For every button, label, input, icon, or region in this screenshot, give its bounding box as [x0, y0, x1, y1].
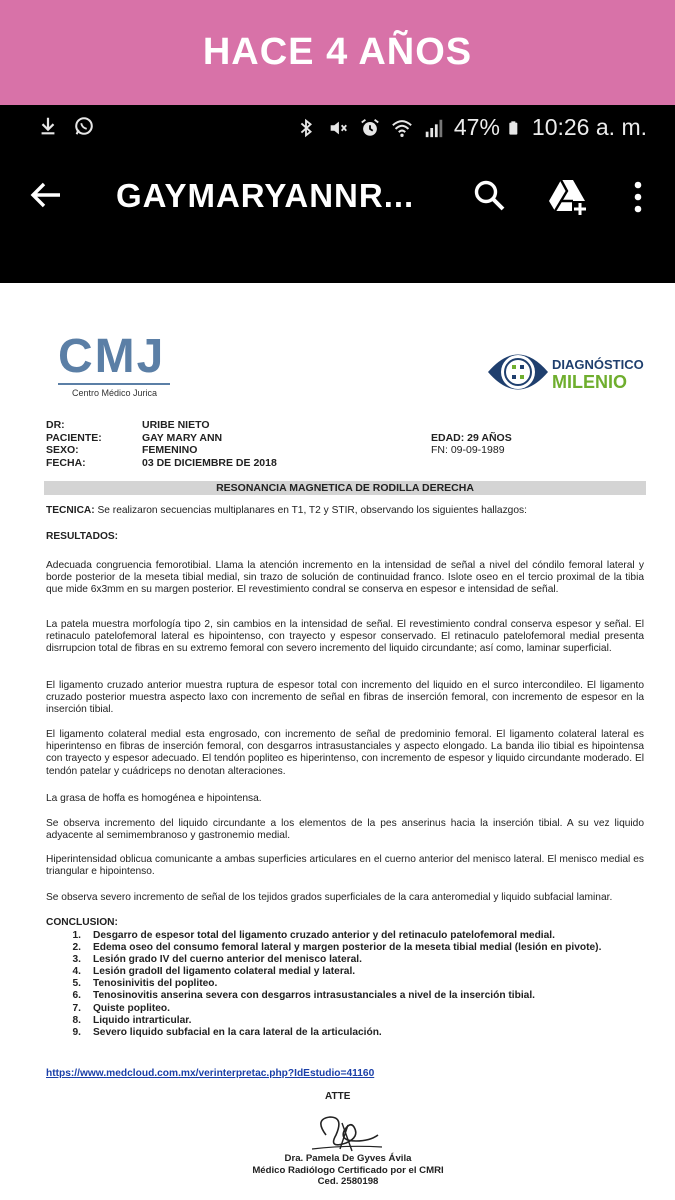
- cmj-logo-text: CMJ: [58, 330, 166, 383]
- signer-ced: Ced. 2580198: [317, 1176, 379, 1187]
- conclusion-label: CONCLUSION:: [46, 917, 118, 928]
- status-bar: [0, 105, 675, 149]
- bluetooth-icon: [294, 117, 318, 139]
- conclusion-list: [46, 930, 646, 1039]
- diagnostico-milenio-logo: [486, 343, 646, 403]
- list-item: 5. Tenosinivitis del popliteo.: [72, 978, 218, 990]
- list-item: 3. Lesión grado IV del cuerno anterior del menisco lateral.: [72, 954, 362, 966]
- cmj-logo: [58, 330, 170, 398]
- memory-banner: [0, 0, 675, 105]
- patient-age-block: [431, 419, 512, 457]
- patient-labels: [46, 419, 102, 469]
- study-link[interactable]: https://www.medcloud.com.mx/verinterpretac.php?IdEstudio=41160: [46, 1068, 375, 1079]
- paragraph: Se observa severo incremento de señal de los tejidos grados superficiales de la cara anteromedial y liquido subfacial laminar.: [46, 892, 613, 903]
- list-item: 7. Quiste popliteo.: [72, 1002, 170, 1014]
- label-sexo: SEXO:: [46, 444, 79, 456]
- paragraph: El ligamento colateral medial esta engrosado, con incremento de señal de predominio femoral. El ligamento colateral lateral es hiperintenso en fibras de inserción femoral, con desgarros intrasustanciales y aspecto elongado. La banda ilio tibial es hipointensa con trayecto y espesor adecuado. El tendón popliteo es hiperintenso, con incremento de espesor y liquido circundante moderado. El tendón patelar y cuádriceps no denotan alteraciones.: [46, 729, 644, 777]
- label-fecha: FECHA:: [46, 456, 86, 469]
- atte-label: ATTE: [325, 1091, 351, 1102]
- eye-logo-icon: [486, 343, 550, 401]
- list-item: 6. Tenosinovitis anserina severa con desgarros intrasustanciales a nivel de la inserción tibial.: [72, 990, 536, 1002]
- clock: 10:26 a. m.: [531, 114, 647, 140]
- document-title: GAYMARYANNR...: [116, 177, 415, 214]
- list-item: 8. Liquido intrarticular.: [72, 1014, 192, 1026]
- paragraph: La grasa de hoffa es homogénea e hipointensa.: [46, 793, 262, 804]
- value-edad: EDAD: 29 AÑOS: [431, 431, 512, 444]
- mute-icon: [326, 117, 350, 139]
- signer-block: [248, 1153, 448, 1188]
- cmj-logo-subtitle: Centro Médico Jurica: [72, 388, 158, 398]
- value-fn: FN: 09-09-1989: [431, 444, 505, 456]
- value-paciente: GAY MARY ANN: [142, 431, 223, 444]
- tecnica-label: TECNICA:: [46, 505, 95, 516]
- battery-percent: 47%: [453, 114, 500, 140]
- paragraph: La patela muestra morfología tipo 2, sin cambios en la intensidad de señal. El revestimiento condral conserva espesor y señal. El retinaculo patelofemoral lateral es hipointenso, con trayecto y espesor conservado. El retinaculo patelofemoral medial presenta disrrupcion total de fibras en su extremo femoral con severo incremento del liquido circundante; así como, laminar superficial.: [46, 619, 644, 655]
- banner-title: HACE 4 AÑOS: [202, 31, 473, 73]
- more-vert-icon[interactable]: [628, 177, 648, 217]
- drive-add-icon[interactable]: [546, 175, 588, 217]
- signature-image: [306, 1105, 386, 1157]
- study-title: RESONANCIA MAGNETICA DE RODILLA DERECHA: [44, 481, 646, 495]
- list-item: 9. Severo liquido subfacial en la cara lateral de la articulación.: [72, 1026, 382, 1038]
- whatsapp-icon: [72, 115, 96, 137]
- document-page: [0, 283, 675, 1200]
- wifi-icon: [390, 117, 414, 139]
- back-arrow-icon[interactable]: [26, 175, 66, 215]
- signal-icon: [422, 117, 446, 139]
- search-icon[interactable]: [470, 177, 510, 217]
- battery-icon: [508, 117, 524, 139]
- logo-word-diagnostico: DIAGNÓSTICO: [552, 357, 644, 372]
- paragraph: El ligamento cruzado anterior muestra ruptura de espesor total con incremento del liquido en el surco intercondileo. El ligamento cruzado posterior muestra aspecto laxo con incremento de señal en fibras de inserción femoral, con incremento de espesor en la inserción tibial.: [46, 680, 644, 716]
- download-icon: [36, 115, 60, 137]
- paragraph: Se observa incremento del liquido circundante a los elementos de la pes anserinus hacia la inserción tibial. A su vez liquido adyacente al semimembranoso y gastronemio medial.: [46, 818, 644, 842]
- value-sexo: FEMENINO: [142, 444, 198, 456]
- app-bar: [0, 163, 675, 243]
- signer-title: Médico Radiólogo Certificado por el CMRI: [252, 1164, 444, 1176]
- label-dr: DR:: [46, 419, 65, 431]
- value-dr: URIBE NIETO: [142, 419, 210, 431]
- tecnica-line: [46, 505, 644, 517]
- tecnica-text: Se realizaron secuencias multiplanares en T1, T2 y STIR, observando los siguientes hallazgos:: [97, 505, 527, 516]
- logo-word-milenio: MILENIO: [552, 372, 627, 392]
- value-fecha: 03 DE DICIEMBRE DE 2018: [142, 456, 277, 469]
- label-paciente: PACIENTE:: [46, 431, 102, 444]
- paragraph: Adecuada congruencia femorotibial. Llama la atención incremento en la intensidad de señal a nivel del cóndilo femoral lateral y borde posterior de la meseta tibial medial, sin trazo de solución de continuidad franco. Islote oseo en el tercio proximal de la tibia que mide 6x3mm en su margen posterior. El revestimiento condral se conserva en espesor e intensidad de señal.: [46, 560, 644, 596]
- signer-name: Dra. Pamela De Gyves Ávila: [284, 1153, 412, 1164]
- alarm-icon: [358, 117, 382, 139]
- list-item: 1. Desgarro de espesor total del ligamento cruzado anterior y del retinaculo patelofemoral medial.: [72, 930, 555, 941]
- paragraph: Hiperintensidad oblicua comunicante a ambas superficies articulares en el cuerno anterior del menisco lateral. El menisco medial es triangular e hipointenso.: [46, 854, 644, 878]
- list-item: 2. Edema oseo del consumo femoral lateral y margen posterior de la meseta tibial medial (lesión en pivote).: [72, 942, 602, 954]
- phone-header: [0, 105, 675, 283]
- resultados-label: RESULTADOS:: [46, 531, 119, 542]
- cmj-logo-underline: [58, 383, 170, 385]
- list-item: 4. Lesión gradoII del ligamento colateral medial y lateral.: [72, 966, 356, 978]
- patient-values: [142, 419, 277, 469]
